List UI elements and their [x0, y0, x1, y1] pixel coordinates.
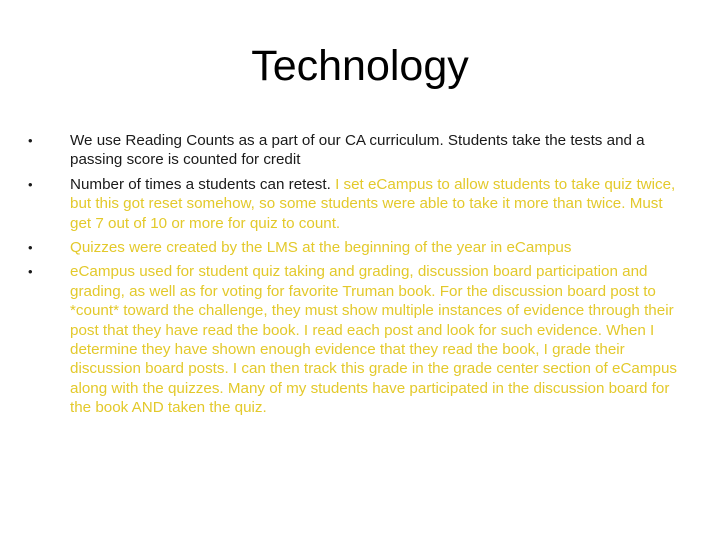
- bullet-item: [28, 175, 678, 233]
- bullet-text-highlight: Quizzes were created by the LMS at the beginning of the year in eCampus: [70, 239, 572, 257]
- bullet-item: [28, 238, 678, 257]
- bullet-item: [28, 262, 678, 417]
- bullet-list: [28, 131, 678, 423]
- bullet-text-highlight: eCampus used for student quiz taking and grading, discussion board participation and grading, as well as for voting for favorite Truman book. For the discussion board post to *count* toward the challenge, they must show multiple instances of evidence through their post that they have read the book. I read each post and look for such evidence. When I determine they have shown enough evidence that they read the book, I grade their discussion board posts. I can then track this grade in the grade center section of eCampus along with the quizzes. Many of my students have participated in the discussion board for the book AND taken the quiz.: [70, 263, 677, 417]
- bullet-text-highlight: I set eCampus to allow students to take quiz twice, but this got reset somehow, so some students were able to take it more than twice. Must get 7 out of 10 or more for quiz to count.: [70, 175, 676, 232]
- bullet-icon: •: [28, 264, 33, 280]
- slide-title: Technology: [251, 42, 469, 90]
- bullet-text: We use Reading Counts as a part of our CA curriculum. Students take the tests and a passing score is counted for credit: [70, 132, 645, 169]
- bullet-icon: •: [28, 240, 33, 256]
- bullet-icon: •: [28, 176, 33, 192]
- bullet-icon: •: [28, 133, 33, 148]
- bullet-item: [28, 131, 678, 170]
- bullet-text: Number of times a students can retest.: [70, 175, 336, 193]
